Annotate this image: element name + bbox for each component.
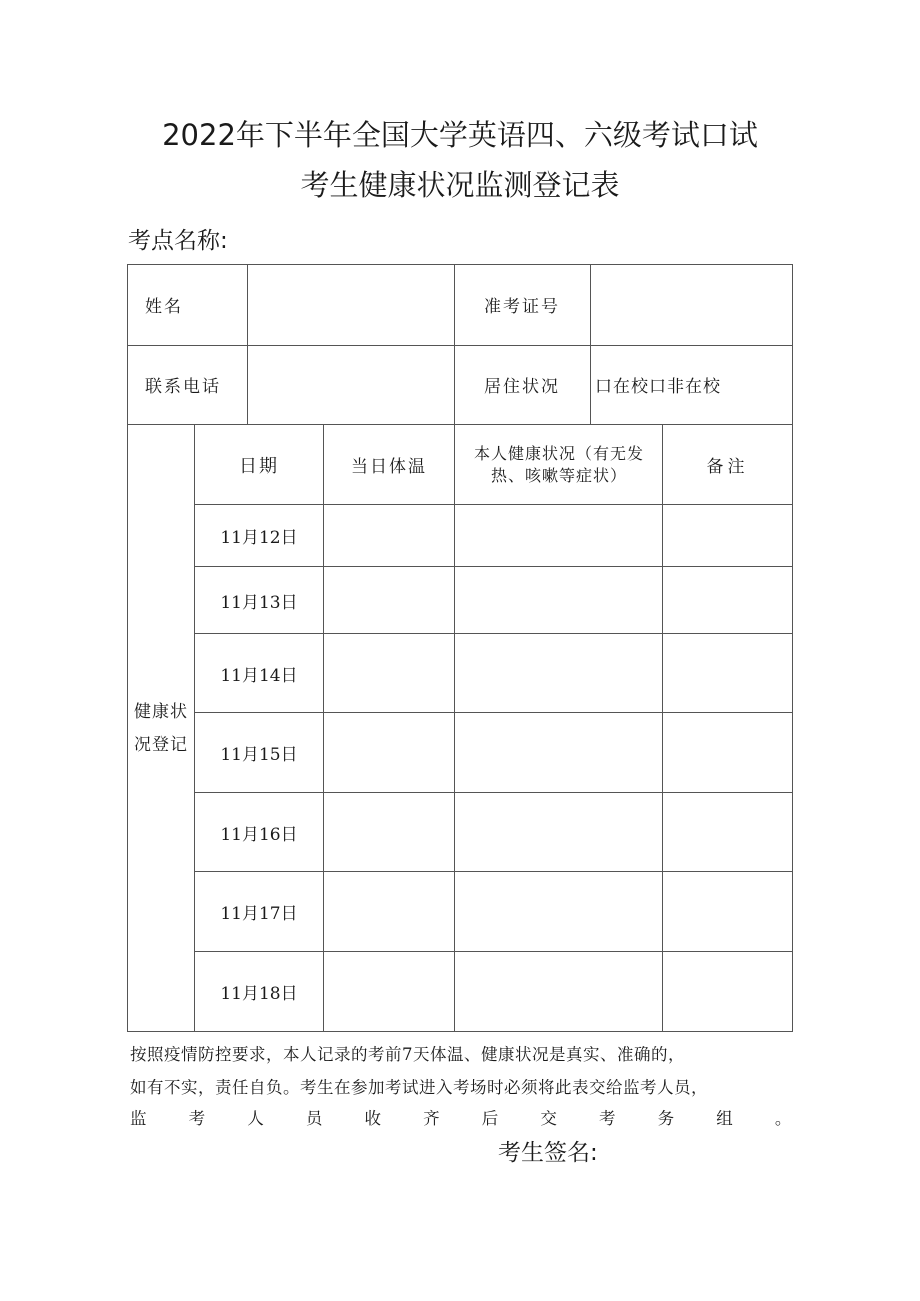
grid-line [454, 264, 455, 424]
grid-line [127, 264, 128, 1032]
temperature-field[interactable] [324, 952, 454, 1031]
declaration-char: 组 [716, 1109, 734, 1128]
row-date: 11月15日 [220, 745, 298, 765]
declaration-char: 。 [774, 1109, 792, 1128]
declaration-char: 考 [188, 1109, 206, 1128]
temperature-field[interactable] [324, 634, 454, 712]
row-date: 11月14日 [220, 665, 298, 686]
name-field[interactable] [248, 265, 453, 344]
condition-field[interactable] [455, 713, 662, 792]
document-title-line1: 2022年下半年全国大学英语四、六级考试口试 [162, 118, 758, 152]
phone-field[interactable] [248, 346, 453, 423]
condition-field[interactable] [455, 952, 662, 1031]
row-date: 11月13日 [220, 592, 298, 613]
condition-field[interactable] [455, 505, 662, 566]
ticket-number-label: 准考证号 [484, 297, 560, 317]
condition-field[interactable] [455, 567, 662, 633]
name-label: 姓名 [145, 297, 183, 317]
temperature-field[interactable] [324, 872, 454, 951]
ticket-number-field[interactable] [591, 265, 791, 344]
row-date: 11月18日 [220, 984, 298, 1004]
column-header-date: 日期 [239, 455, 279, 477]
remarks-field[interactable] [663, 793, 792, 871]
declaration-char: 齐 [423, 1109, 441, 1128]
health-section-label: 健康状况登记 [134, 702, 188, 755]
declaration-char: 交 [540, 1109, 558, 1128]
declaration-line-3 [130, 1105, 792, 1129]
health-registration-form [127, 264, 793, 1032]
declaration-char: 收 [364, 1109, 382, 1128]
condition-field[interactable] [455, 872, 662, 951]
grid-line [792, 264, 793, 1032]
temperature-field[interactable] [324, 505, 454, 566]
condition-field[interactable] [455, 793, 662, 871]
grid-line [127, 1031, 793, 1032]
declaration-line-2: 如有不实，责任自负。考生在参加考试进入考场时必须将此表交给监考人员， [130, 1078, 708, 1097]
temperature-field[interactable] [324, 713, 454, 792]
declaration-char: 员 [305, 1109, 323, 1128]
row-date: 11月12日 [220, 528, 298, 548]
remarks-field[interactable] [663, 952, 792, 1031]
declaration-line-1: 按照疫情防控要求，本人记录的考前7天体温、健康状况是真实、准确的， [130, 1045, 685, 1064]
condition-field[interactable] [455, 634, 662, 712]
signature-label: 考生签名: [498, 1140, 598, 1166]
row-date: 11月16日 [220, 824, 298, 845]
remarks-field[interactable] [663, 872, 792, 951]
declaration-char: 后 [481, 1109, 499, 1128]
declaration-char: 考 [599, 1109, 616, 1128]
row-date: 11月17日 [220, 904, 298, 924]
remarks-field[interactable] [663, 567, 792, 633]
remarks-field[interactable] [663, 713, 792, 792]
declaration-char: 人 [247, 1109, 265, 1128]
remarks-field[interactable] [663, 634, 792, 712]
temperature-field[interactable] [324, 793, 454, 871]
temperature-field[interactable] [324, 567, 454, 633]
declaration-char: 监 [130, 1109, 147, 1128]
column-header-remarks: 备注 [706, 457, 749, 477]
residence-options[interactable]: 口在校口非在校 [595, 377, 721, 397]
exam-site-label: 考点名称: [128, 228, 228, 254]
phone-label: 联系电话 [145, 377, 221, 397]
column-header-temperature: 当日体温 [351, 457, 427, 477]
remarks-field[interactable] [663, 505, 792, 566]
document-title-line2: 考生健康状况监测登记表 [300, 168, 620, 202]
declaration-char: 务 [657, 1109, 675, 1128]
residence-label: 居住状况 [484, 377, 560, 397]
column-header-condition: 本人健康状况（有无发热、咳嗽等症状） [473, 443, 644, 485]
